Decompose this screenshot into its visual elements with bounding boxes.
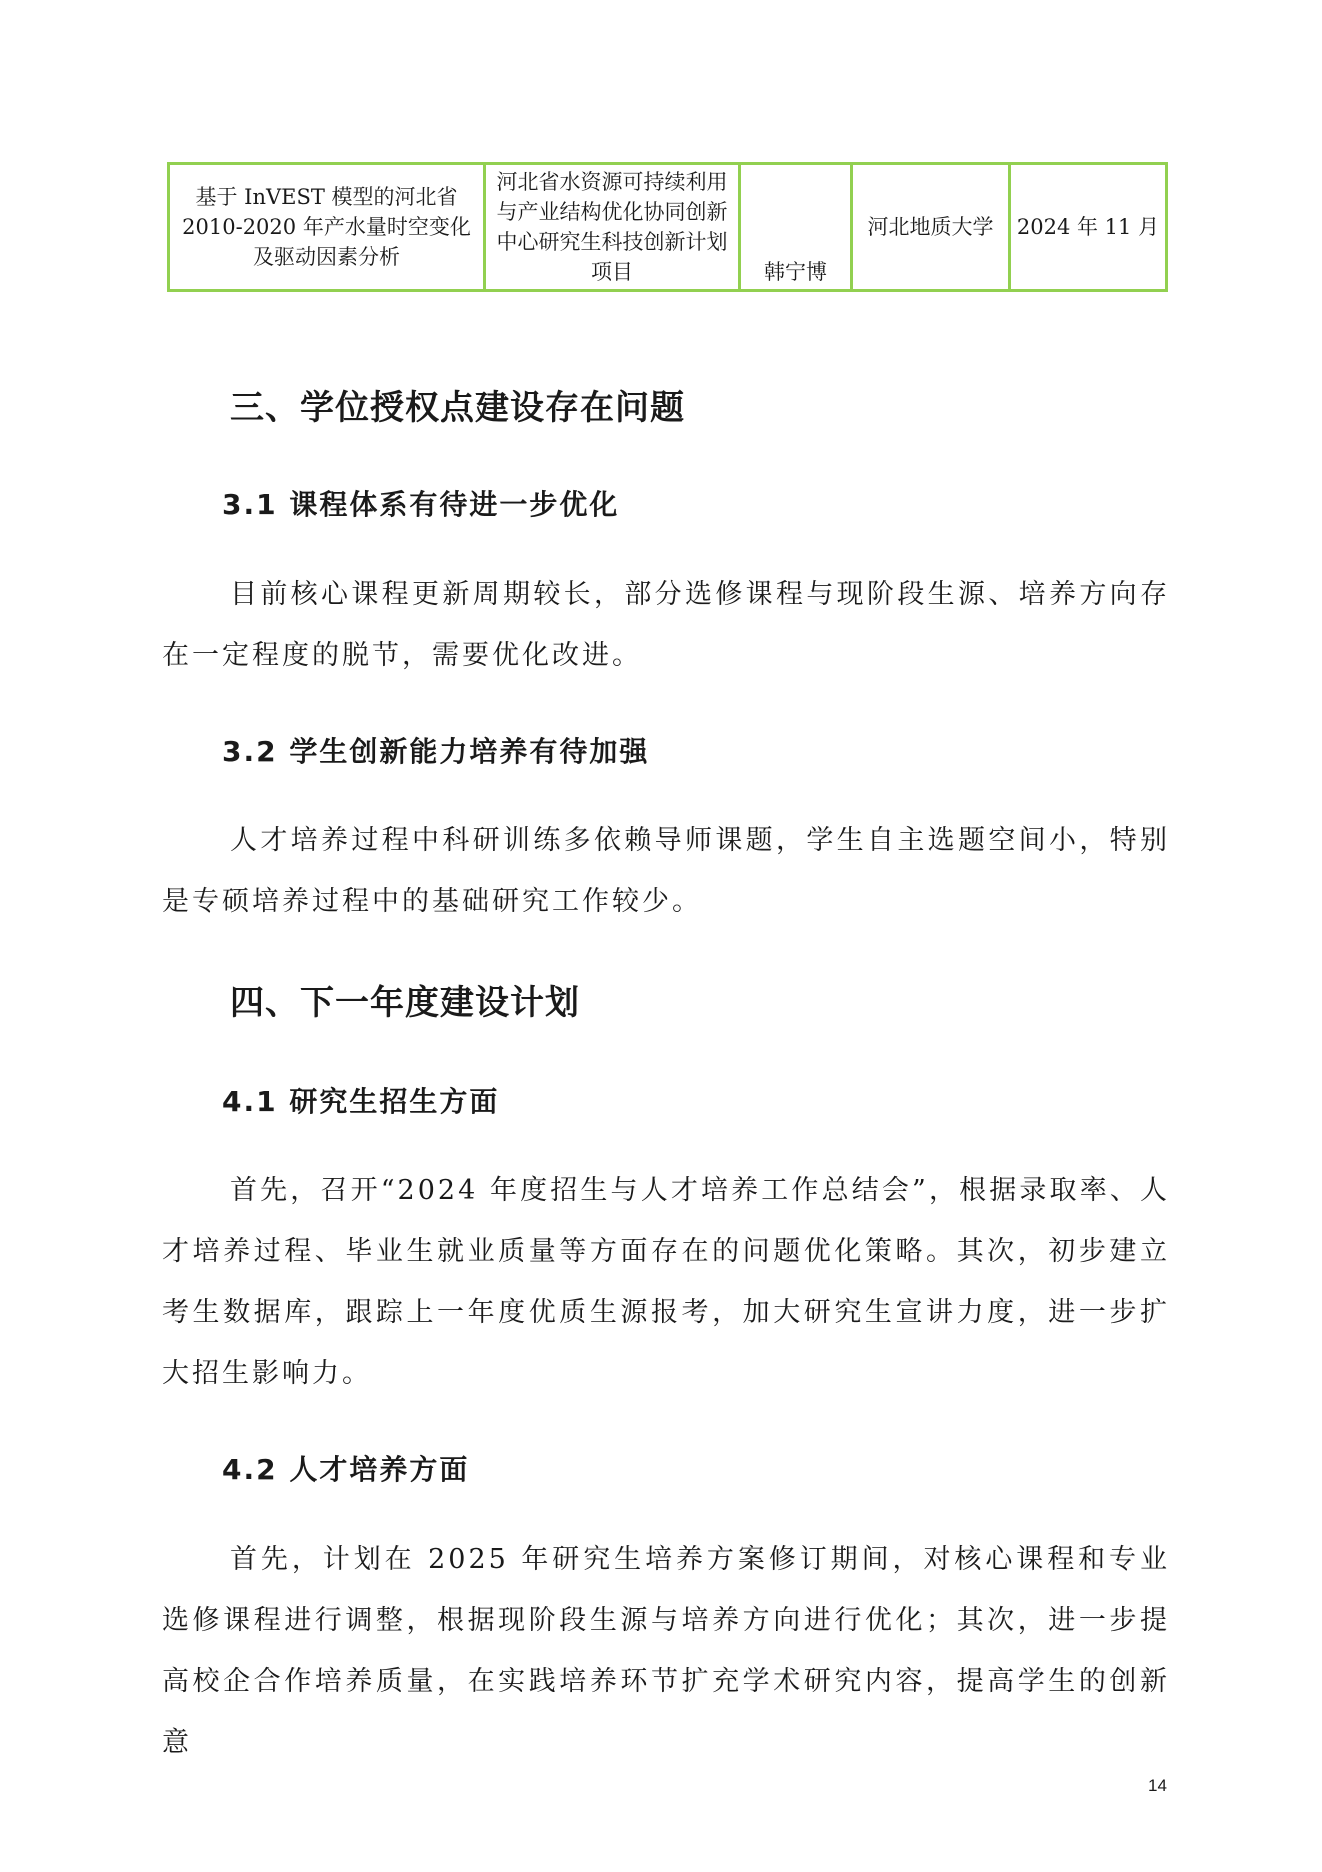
project-source-cell: 河北省水资源可持续利用与产业结构优化协同创新中心研究生科技创新计划项目 [485, 164, 740, 291]
section-3-heading: 三、学位授权点建设存在问题 [230, 388, 685, 428]
section-3-2-heading: 3.2 学生创新能力培养有待加强 [222, 735, 650, 768]
section-4-2-heading: 4.2 人才培养方面 [222, 1453, 470, 1486]
table-row [169, 164, 1167, 291]
section-3-1-text: 目前核心课程更新周期较长，部分选修课程与现阶段生源、培养方向存在一定程度的脱节，需要优化改进。 [162, 579, 1170, 671]
section-4-1-text: 首先，召开“2024 年度招生与人才培养工作总结会”，根据录取率、人才培养过程、毕业生就业质量等方面存在的问题优化策略。其次，初步建立考生数据库，跟踪上一年度优质生源报考，加大研究生宣讲力度，进一步扩大招生影响力。 [162, 1175, 1170, 1389]
section-4-heading: 四、下一年度建设计划 [230, 983, 580, 1023]
section-3-1-heading: 3.1 课程体系有待进一步优化 [222, 488, 620, 521]
project-person-cell: 韩宁博 [740, 164, 852, 291]
project-unit-cell: 河北地质大学 [852, 164, 1010, 291]
project-date-cell: 2024 年 11 月 [1010, 164, 1167, 291]
page-number: 14 [1148, 1776, 1167, 1795]
project-title-cell: 基于 InVEST 模型的河北省2010-2020 年产水量时空变化及驱动因素分析 [169, 164, 485, 291]
section-4-1-heading: 4.1 研究生招生方面 [222, 1085, 500, 1118]
project-table [167, 162, 1168, 292]
section-3-2-text: 人才培养过程中科研训练多依赖导师课题，学生自主选题空间小，特别是专硕培养过程中的基础研究工作较少。 [162, 825, 1170, 917]
section-4-2-text: 首先，计划在 2025 年研究生培养方案修订期间，对核心课程和专业选修课程进行调整，根据现阶段生源与培养方向进行优化；其次，进一步提高校企合作培养质量，在实践培养环节扩充学术研究内容，提高学生的创新意 [162, 1544, 1170, 1758]
